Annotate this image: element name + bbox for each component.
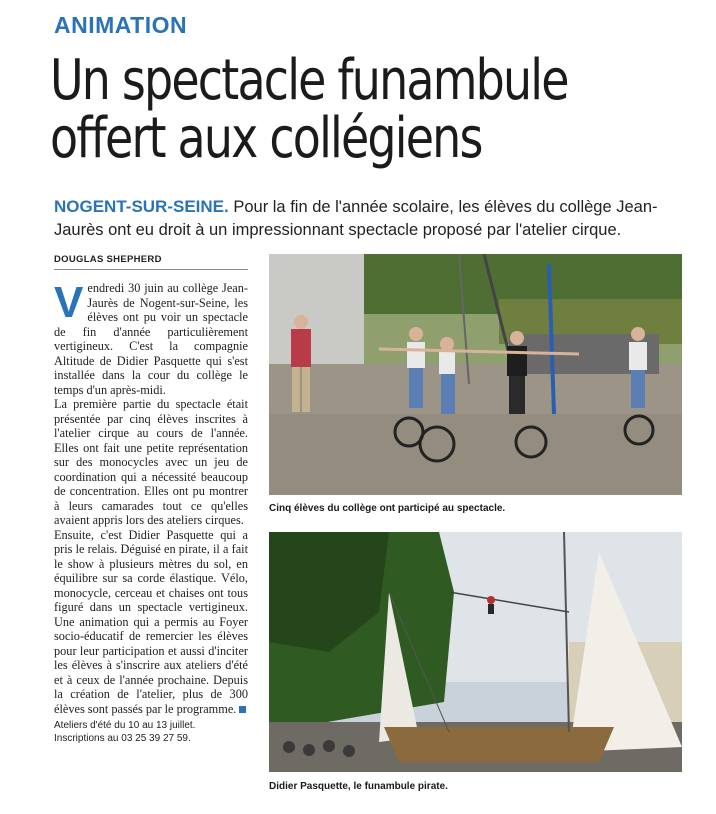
end-mark-icon (239, 706, 246, 713)
funambule-scene-image (269, 532, 682, 772)
section-kicker: ANIMATION (54, 12, 188, 38)
photo-unicycles (269, 254, 682, 495)
dropcap: V (54, 278, 84, 327)
paragraph-3-text: Ensuite, c'est Didier Pasquette qui a pris le relais. Déguisé en pirate, il a fait le show à plusieurs mètres du sol, en équilibre sur sa corde élastique. Vélo, monocycle, cerceau et chaises ont tous figuré dans un spectacle vertigineux. Une animation qui a permis au Foyer socio-éducatif de remercier les élèves pour leur participation et aussi d'inciter les élèves à s'inscrire aux ateliers d'été et à ceux de l'année prochaine. Depuis la création de l'atelier, plus de 300 élèves sont passés par le programme. (54, 527, 248, 716)
byline: DOUGLAS SHEPHERD (54, 254, 162, 265)
article-body (54, 278, 248, 745)
headline-line-1: Un spectacle funambule (50, 48, 568, 113)
photo-funambule (269, 532, 682, 772)
info-note: Ateliers d'été du 10 au 13 juillet. Inscriptions au 03 25 39 27 59. (54, 720, 196, 744)
photo-caption-1: Cinq élèves du collège ont participé au spectacle. (269, 503, 506, 514)
lede-place: NOGENT-SUR-SEINE. (54, 197, 229, 216)
headline-line-2: offert aux collégiens (50, 106, 482, 171)
unicycle-scene-image (269, 254, 682, 495)
lede-text: Pour la fin de l'année scolaire, les élèves du collège Jean-Jaurès ont eu droit à un impressionnant spectacle proposé par l'atelier cirque. (54, 198, 658, 239)
byline-rule (54, 269, 248, 270)
lede (54, 195, 694, 242)
paragraph-2: La première partie du spectacle était présentée par cinq élèves inscrites à l'atelier cirque au cours de l'année. Elles ont fait une petite représentation sur des monocycles avec un jeu de coordination qui a nécessité beaucoup de concentration. Elles ont pu montrer à leurs camarades tout ce qu'elles avaient appris lors des ateliers cirques. (54, 397, 248, 527)
paragraph-3 (54, 528, 248, 717)
paragraph-1: endredi 30 juin au collège Jean-Jaurès de Nogent-sur-Seine, les élèves ont pu voir un spectacle de fin d'année particulièrement vertigineux. C'est la compagnie Altitude de Didier Pasquette qui s'est installée dans la cour du collège le temps d'un après-midi. (54, 281, 248, 397)
headline (50, 48, 575, 171)
photo-caption-2: Didier Pasquette, le funambule pirate. (269, 781, 448, 792)
